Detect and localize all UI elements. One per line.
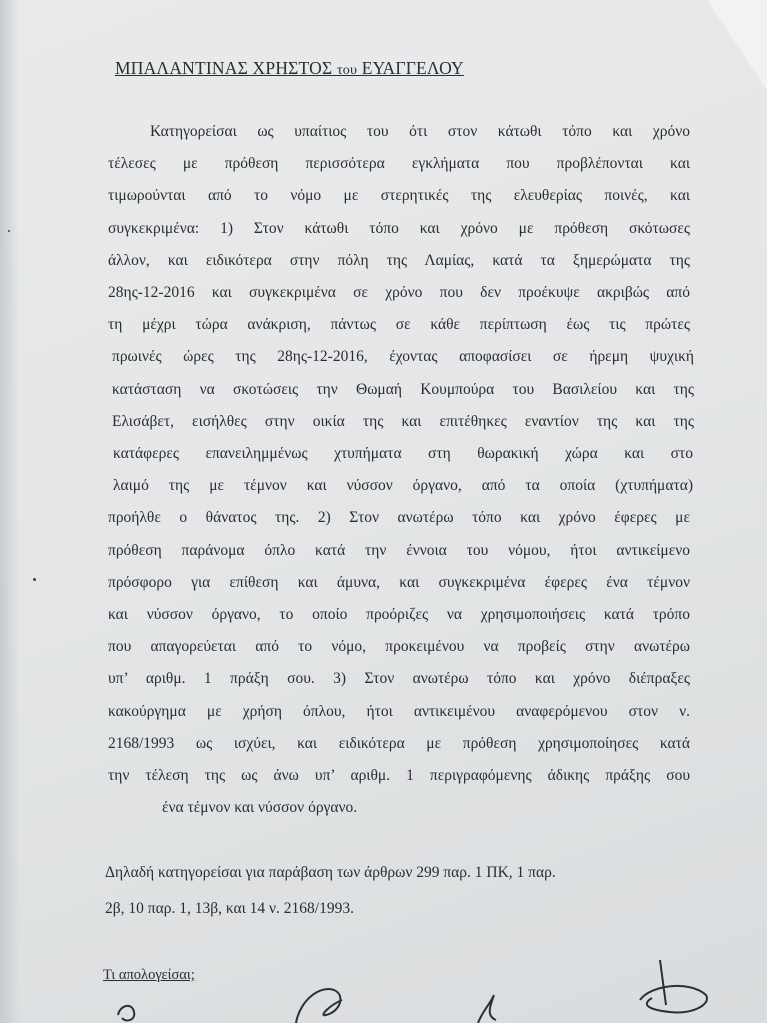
body-line: Ελισάβετ, εισήλθες στην οικία της και επιτέθηκες εναντίον της και της bbox=[112, 412, 694, 430]
page-edge-shadow bbox=[0, 0, 20, 1023]
body-line: 28ης-12-2016 και συγκεκριμένα σε χρόνο που δεν προέκυψε ακριβώς από bbox=[108, 284, 690, 301]
body-line: κακούργημα με χρήση όπλου, ήτοι αντικειμένου αναφερόμενου στον ν. bbox=[108, 702, 690, 720]
paper-speck bbox=[8, 230, 10, 232]
heading-father-name: ΕΥΑΓΓΕΛΟΥ bbox=[361, 58, 464, 78]
body-line: και νύσσον όργανο, το οποίο προόριζες να χρησιμοποιήσεις κατά τρόπο bbox=[108, 606, 690, 623]
body-line: συγκεκριμένα: 1) Στον κάτωθι τόπο και χρόνο με πρόθεση σκότωσες bbox=[108, 219, 690, 237]
defense-question: Τι απολογείσαι; bbox=[103, 967, 195, 983]
page-corner bbox=[707, 0, 767, 90]
body-line: τέλεσες με πρόθεση περισσότερα εγκλήματα που προβλέπονται και bbox=[108, 155, 690, 173]
body-line: την τέλεση της ως άνω υπ’ αριθμ. 1 περιγραφόμενης άδικης πράξης σου bbox=[108, 767, 690, 784]
body-line: πρόσφορο για επίθεση και άμυνα, και συγκεκριμένα έφερες ένα τέμνον bbox=[108, 573, 690, 591]
body-line: που απαγορεύεται από το νόμο, προκειμένου να προβείς στην ανωτέρω bbox=[108, 638, 690, 656]
signature-2 bbox=[296, 989, 342, 1023]
signatures bbox=[0, 953, 767, 1023]
body-line: 2168/1993 ως ισχύει, και ειδικότερα με πρόθεση χρησιμοποίησες κατά bbox=[108, 734, 690, 752]
signature-3 bbox=[478, 995, 496, 1023]
defendant-name-heading bbox=[115, 58, 464, 79]
body-line: προήλθε ο θάνατος της. 2) Στον ανωτέρω τόπο και χρόνο έφερες με bbox=[108, 509, 690, 527]
body-line: κατάφερες επανειλημμένως χτυπήματα στη θωρακική χώρα και στο bbox=[113, 445, 693, 462]
charges-summary-line-1: Δηλαδή κατηγορείσαι για παράβαση των άρθρων 299 παρ. 1 ΠΚ, 1 παρ. bbox=[105, 864, 556, 881]
body-line: κατάσταση να σκοτώσεις την Θωμαή Κουμπούρα του Βασιλείου και της bbox=[112, 380, 694, 398]
body-line: υπ’ αριθμ. 1 πράξη σου. 3) Στον ανωτέρω τόπο και χρόνο διέπραξες bbox=[108, 670, 690, 688]
body-line: άλλον, και ειδικότερα στην πόλη της Λαμίας, κατά τα ξημερώματα της bbox=[108, 251, 690, 269]
heading-particle: του bbox=[336, 63, 358, 78]
body-line: τιμωρούνται από το νόμο με στερητικές της ελευθερίας ποινές, και bbox=[108, 187, 690, 205]
charges-summary-line-2: 2β, 10 παρ. 1, 13β, και 14 ν. 2168/1993. bbox=[105, 900, 354, 917]
body-line: ένα τέμνον και νύσσον όργανο. bbox=[162, 799, 358, 817]
signature-4 bbox=[640, 960, 707, 1013]
body-line: πρόθεση παράνομα όπλο κατά την έννοια του νόμου, ήτοι αντικείμενο bbox=[108, 541, 690, 559]
paper-speck bbox=[33, 578, 36, 581]
body-line: Κατηγορείσαι ως υπαίτιος του ότι στον κάτωθι τόπο και χρόνο bbox=[150, 123, 690, 140]
body-line: πρωινές ώρες της 28ης-12-2016, έχοντας αποφασίσει σε ήρεμη ψυχική bbox=[112, 348, 694, 366]
signature-1 bbox=[118, 1006, 134, 1021]
heading-name: ΜΠΑΛΑΝΤΙΝΑΣ ΧΡΗΣΤΟΣ bbox=[115, 58, 333, 78]
body-line: λαιμό της με τέμνον και νύσσον όργανο, από τα οποία (χτυπήματα) bbox=[113, 477, 693, 495]
body-line: τη μέχρι τώρα ανάκριση, πάντως σε κάθε περίπτωση έως τις πρώτες bbox=[108, 316, 690, 334]
